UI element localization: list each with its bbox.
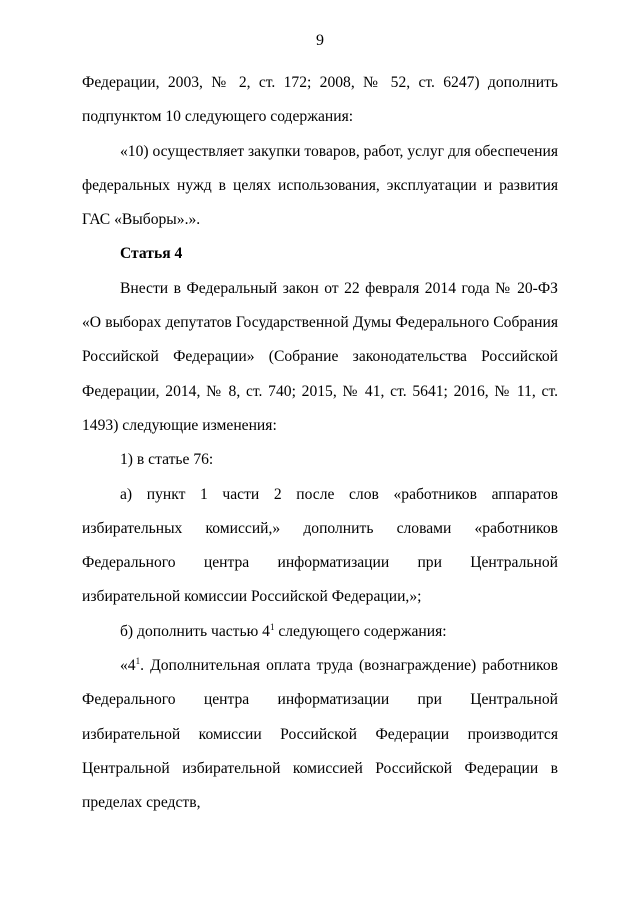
- paragraph-3: Внести в Федеральный закон от 22 февраля 2014 года № 20-ФЗ «О выборах депутатов Государственной Думы Федерального Собрания Российской Федерации» (Собрание законодательства Российской Федерации, 2014, № 8, ст. 740; 2015, № 41, ст. 5641; 2016, № 11, ст. 1493) следующие изменения:: [82, 279, 558, 434]
- paragraph-4: 1) в статье 76:: [120, 451, 214, 469]
- paragraph-7-text-after: . Дополнительная оплата труда (вознаграждение) работников Федерального центра информатизации при Центральной избирательной комиссии Российской Федерации производится Центральной избирательной комиссией Российской Федерации в пределах средств,: [82, 657, 558, 812]
- paragraph-6-text-before: б) дополнить частью 4: [120, 622, 270, 640]
- paragraph-6-text-after: следующего содержания:: [274, 622, 447, 640]
- article-heading: Статья 4: [120, 245, 183, 263]
- paragraph-1: Федерации, 2003, № 2, ст. 172; 2008, № 52, ст. 6247) дополнить подпунктом 10 следующего содержания:: [82, 74, 558, 126]
- paragraph-7-text-before: «4: [120, 657, 136, 675]
- paragraph-2: «10) осуществляет закупки товаров, работ, услуг для обеспечения федеральных нужд в целях использования, эксплуатации и развития ГАС «Выборы».».: [82, 142, 558, 229]
- document-body: [82, 66, 558, 821]
- paragraph-7: [82, 649, 558, 820]
- paragraph-5: а) пункт 1 части 2 после слов «работников аппаратов избирательных комиссий,» дополнить словами «работников Федерального центра информатизации при Центральной избирательной комиссии Российской Федерации,»;: [82, 485, 558, 606]
- paragraph-6-superscript: 1: [269, 621, 275, 632]
- page-number: 9: [316, 32, 324, 49]
- paragraph-7-superscript: 1: [135, 655, 141, 666]
- paragraph-6: [82, 615, 558, 649]
